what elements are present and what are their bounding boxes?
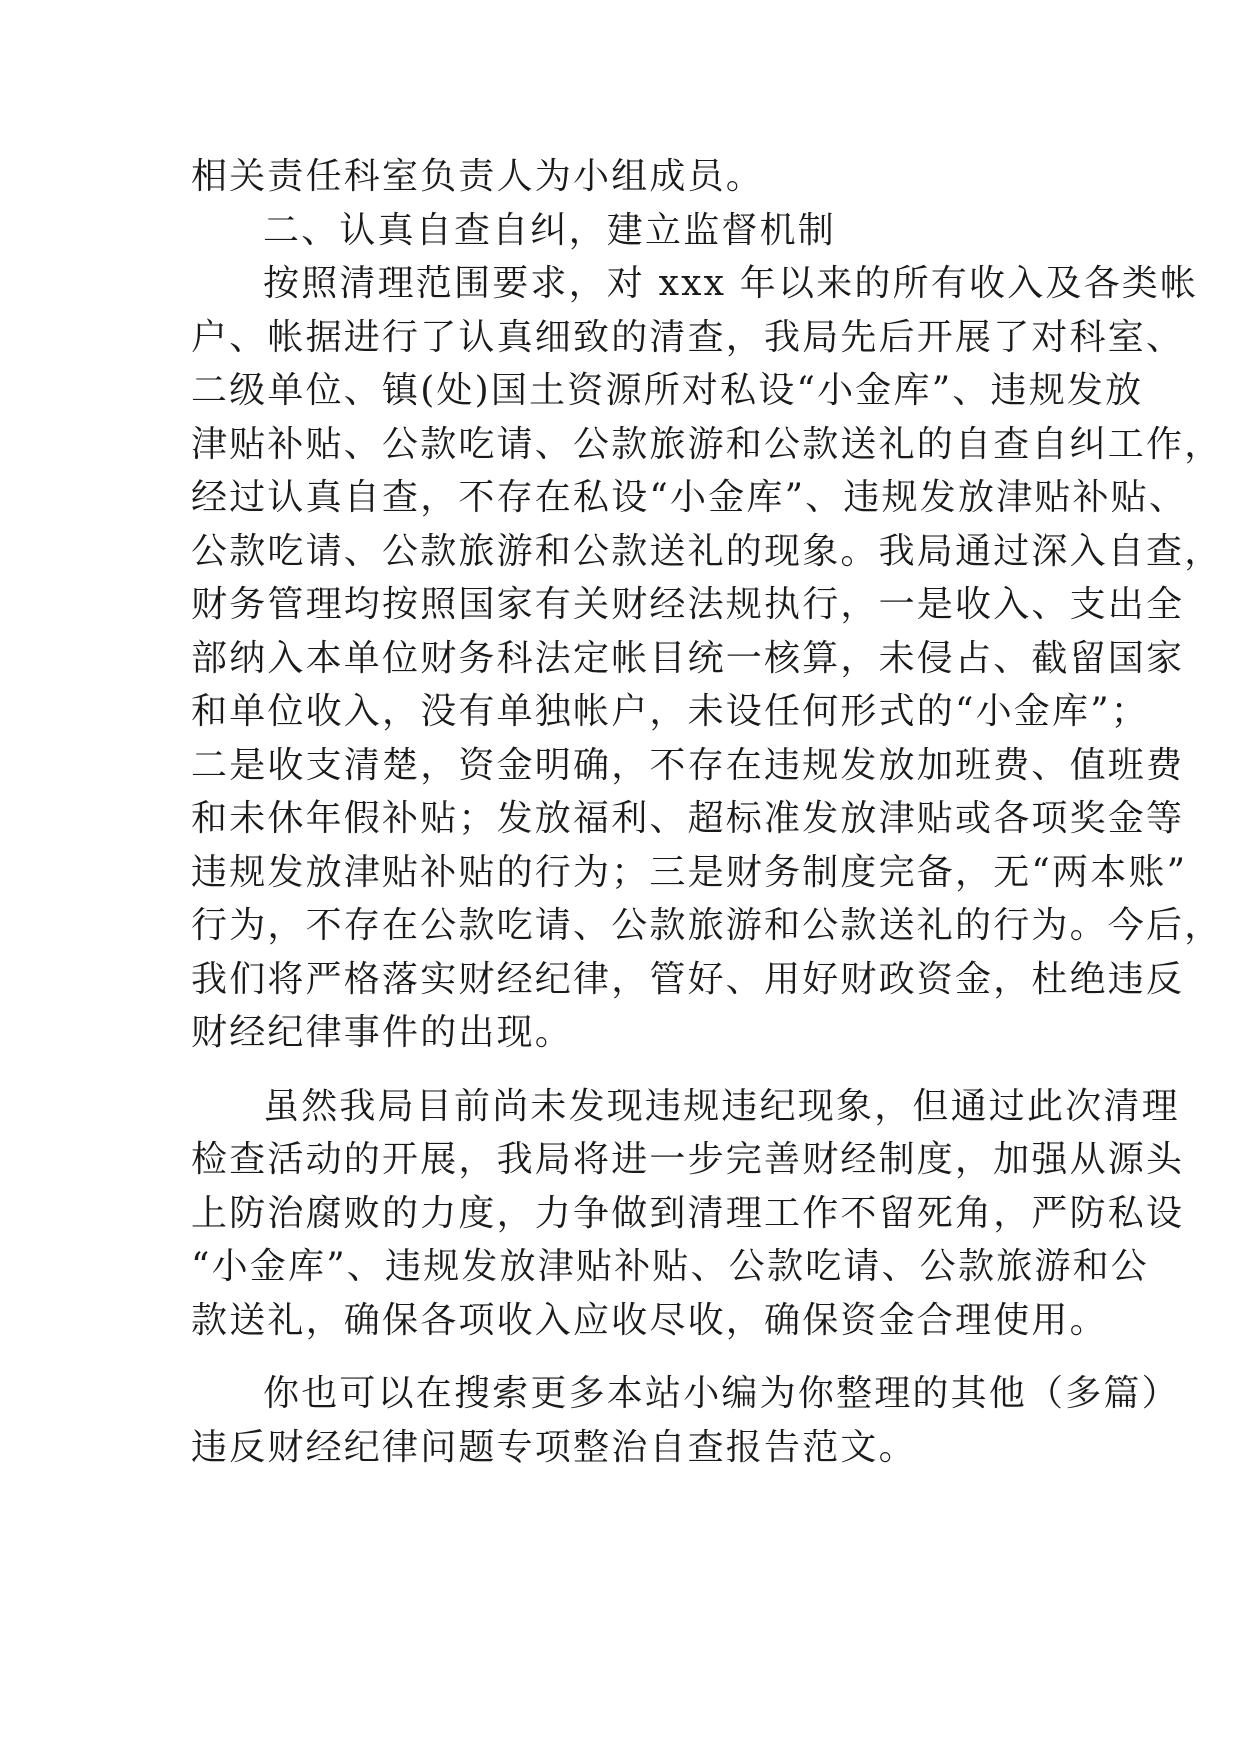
paragraph-line: 相关责任科室负责人为小组成员。	[191, 156, 765, 197]
paragraph-line: 和单位收入，没有单独帐户，未设任何形式的“小金库”；	[191, 691, 1150, 732]
paragraph-line: 上防治腐败的力度，力争做到清理工作不留死角，严防私设	[191, 1192, 1185, 1234]
paragraph-line: 虽然我局目前尚未发现违规违纪现象，但通过此次清理	[263, 1085, 1180, 1127]
paragraph-line: 我们将严格落实财经纪律，管好、用好财政资金，杜绝违反	[191, 958, 1185, 1000]
paragraph-line: 你也可以在搜索更多本站小编为你整理的其他（多篇）	[263, 1373, 1180, 1414]
paragraph-line: 检查活动的开展，我局将进一步完善财经制度，加强从源头	[191, 1139, 1185, 1180]
paragraph-line: 按照清理范围要求，对 xxx 年以来的所有收入及各类帐	[263, 263, 1199, 304]
paragraph-spacer	[191, 1060, 1051, 1080]
paragraph-line: 违反财经纪律问题专项整治自查报告范文。	[191, 1426, 917, 1468]
paragraph-line: 二级单位、镇(处)国土资源所对私设“小金库”、违规发放	[191, 370, 1144, 411]
paragraph-line: 户、帐据进行了认真细致的清查，我局先后开展了对科室、	[191, 316, 1185, 358]
paragraph-line: 违规发放津贴补贴的行为；三是财务制度完备，无“两本账”	[191, 851, 1188, 893]
paragraph-line: 和未休年假补贴；发放福利、超标准发放津贴或各项奖金等	[191, 798, 1185, 839]
paragraph-line: 二是收支清楚，资金明确，不存在违规发放加班费、值班费	[191, 744, 1185, 786]
paragraph-line: 行为，不存在公款吃请、公款旅游和公款送礼的行为。今后，	[191, 905, 1223, 946]
paragraph	[191, 1080, 1185, 1348]
paragraph-spacer	[191, 1347, 1051, 1367]
paragraph-line: “小金库”、违规发放津贴补贴、公款吃请、公款旅游和公	[191, 1246, 1150, 1287]
paragraph-line: 款送礼，确保各项收入应收尽收，确保资金合理使用。	[191, 1299, 1108, 1341]
paragraph-line: 津贴补贴、公款吃请、公款旅游和公款送礼的自查自纠工作，	[191, 423, 1223, 465]
paragraph-line: 财经纪律事件的出现。	[191, 1012, 574, 1053]
paragraph-line: 部纳入本单位财务科法定帐目统一核算，未侵占、截留国家	[191, 637, 1185, 679]
paragraph-line: 公款吃请、公款旅游和公款送礼的现象。我局通过深入自查，	[191, 530, 1223, 572]
paragraph-line: 经过认真自查，不存在私设“小金库”、违规发放津贴补贴、	[191, 477, 1188, 518]
paragraph	[191, 1367, 1180, 1474]
paragraph	[191, 257, 1223, 1060]
document-body	[191, 150, 1223, 1474]
section-heading: 二、认真自查自纠，建立监督机制	[263, 209, 837, 251]
paragraph-line: 财务管理均按照国家有关财经法规执行，一是收入、支出全	[191, 584, 1185, 625]
